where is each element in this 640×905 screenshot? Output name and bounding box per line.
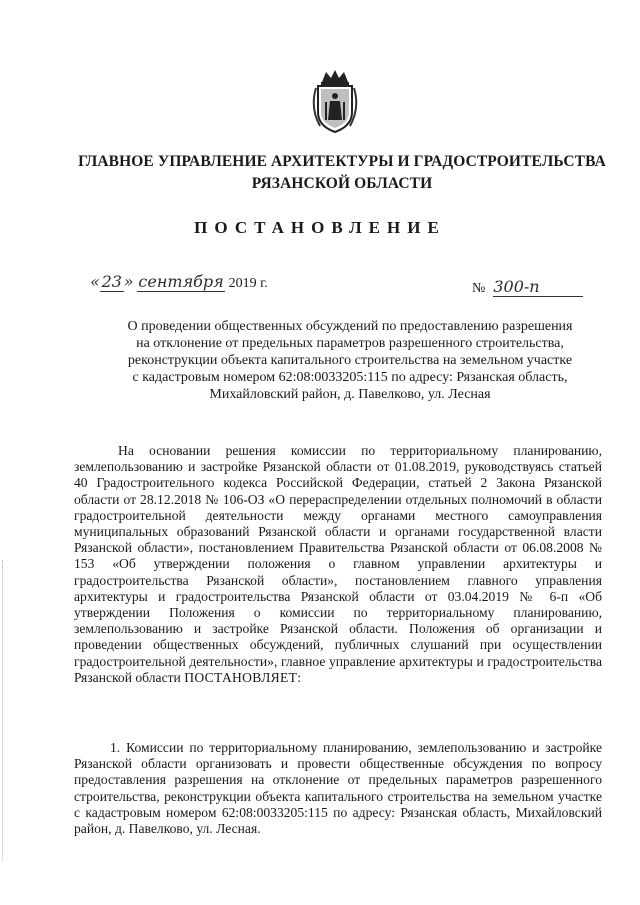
preamble-text: На основании решения комиссии по территориальному планированию, землепользованию и застройке Рязанской области от 01.08.2019, руководствуясь статьей 40 Градостроительного кодекса Российской Федерации, статьей 2 Закона Рязанской области от 28.12.2018 № 106-ОЗ «О перераспределении отдельных полномочий в области градостроительной деятельности между органами местного самоуправления муниципальных образований Рязанской области и органами государственной власти Рязанской области», постановлением Правительства Рязанской области от 06.08.2008 № 153 «Об утверждении положения о главном управлении архитектуры и градостроительства Рязанской области», постановлением главного управления архитектуры и градостроительства Рязанской области от 03.04.2019 № 6-п «Об утверждении Положения о комиссии по территориальному планированию, землепользованию и застройке Рязанской области. Положения об организации и проведении общественных обсуждений, публичных слушаний при осуществлении градостроительной деятельности», главное управление архитектуры и градостроительства Рязанской области: [74, 443, 602, 685]
scan-margin-artifact: [2, 560, 6, 860]
date-year: 2019 г.: [228, 276, 268, 291]
document-date: « 23 » сентября 2019 г.: [90, 272, 268, 291]
subject-line: на отклонение от предельных параметров разрешенного строительства,: [136, 336, 564, 351]
document-number: [472, 277, 583, 297]
document-subject: [90, 318, 610, 403]
subject-line: реконструкции объекта капитального строительства на земельном участке: [127, 353, 573, 368]
number-value: 300-п: [493, 277, 583, 297]
subject-line: Михайловский район, д. Павелково, ул. Лесная: [209, 387, 491, 402]
decree-word: ПОСТАНОВЛЯЕТ:: [184, 669, 302, 685]
number-label: №: [472, 281, 486, 296]
preamble-paragraph: [74, 443, 602, 686]
subject-line: О проведении общественных обсуждений по предоставлению разрешения: [127, 319, 573, 334]
organization-name: ГЛАВНОЕ УПРАВЛЕНИЕ АРХИТЕКТУРЫ И ГРАДОСТРОИТЕЛЬСТВА: [78, 153, 606, 170]
subject-line: с кадастровым номером 62:08:0033205:115 по адресу: Рязанская область,: [132, 370, 568, 385]
coat-of-arms-emblem: [310, 68, 360, 134]
document-type-title: ПОСТАНОВЛЕНИЕ: [194, 218, 446, 237]
date-month: сентября: [138, 272, 224, 291]
organization-region: РЯЗАНСКОЙ ОБЛАСТИ: [251, 175, 433, 192]
decision-item-1: 1. Комиссии по территориальному планированию, землепользованию и застройке Рязанской области организовать и провести общественные обсуждения по вопросу предоставления разрешения на отклонение от предельных параметров разрешенного строительства, реконструкции объекта капитального строительства на земельном участке с кадастровым номером 62:08:0033205:115 по адресу: Рязанская область, Михайловский район, д. Павелково, ул. Лесная.: [74, 740, 602, 837]
date-day: 23: [101, 272, 122, 291]
